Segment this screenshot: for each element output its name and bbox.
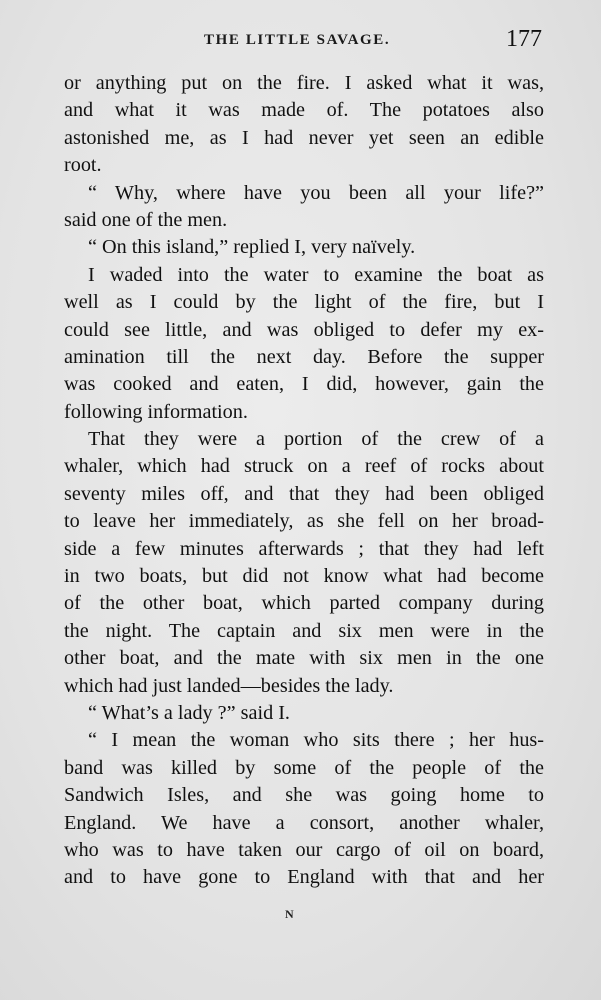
running-head: THE LITTLE SAVAGE. [204,32,391,48]
text-line: was cooked and eaten, I did, however, gain the [64,373,544,396]
text-line: “ Why, where have you been all your life?” [88,181,544,204]
text-line: who was to have taken our cargo of oil on board, [64,838,544,861]
text-line: in two boats, but did not know what had become [64,565,544,588]
text-line: could see little, and was obliged to defer my ex- [64,318,544,341]
text-line: the night. The captain and six men were in the [64,619,544,642]
text-line: of the other boat, which parted company during [64,592,544,615]
text-line: astonished me, as I had never yet seen an edible [64,126,544,149]
text-line: “ I mean the woman who sits there ; her hus- [88,729,544,752]
text-line: Sandwich Isles, and she was going home to [64,784,544,807]
text-line: England. We have a consort, another whaler, [64,811,544,834]
text-line: and to have gone to England with that and her [64,866,544,889]
text-line: other boat, and the mate with six men in the one [64,647,544,670]
signature-mark: N [285,907,294,921]
text-line: or anything put on the fire. I asked what it was, [64,72,544,94]
text-line: “ On this island,” replied I, very naïvely. [88,236,416,259]
text-line: whaler, which had struck on a reef of rocks about [64,455,544,478]
text-line: “ What’s a lady ?” said I. [88,701,290,724]
text-line: to leave her immediately, as she fell on her broad- [64,510,544,533]
text-line: I waded into the water to examine the boat as [88,263,544,286]
text-line: and what it was made of. The potatoes also [64,99,544,122]
text-line: That they were a portion of the crew of a [88,428,544,451]
text-line: following information. [64,400,248,423]
text-line: well as I could by the light of the fire, but I [64,291,544,314]
text-line: which had just landed—besides the lady. [64,674,394,697]
text-line: band was killed by some of the people of the [64,756,544,779]
page-number: 177 [506,26,542,52]
page-header [64,28,542,56]
text-line: root. [64,154,102,177]
text-line: seventy miles off, and that they had been obliged [64,482,544,505]
text-line: side a few minutes afterwards ; that they had left [64,537,544,560]
text-line: amination till the next day. Before the supper [64,345,544,368]
text-line: said one of the men. [64,208,228,231]
body-text [64,70,544,892]
